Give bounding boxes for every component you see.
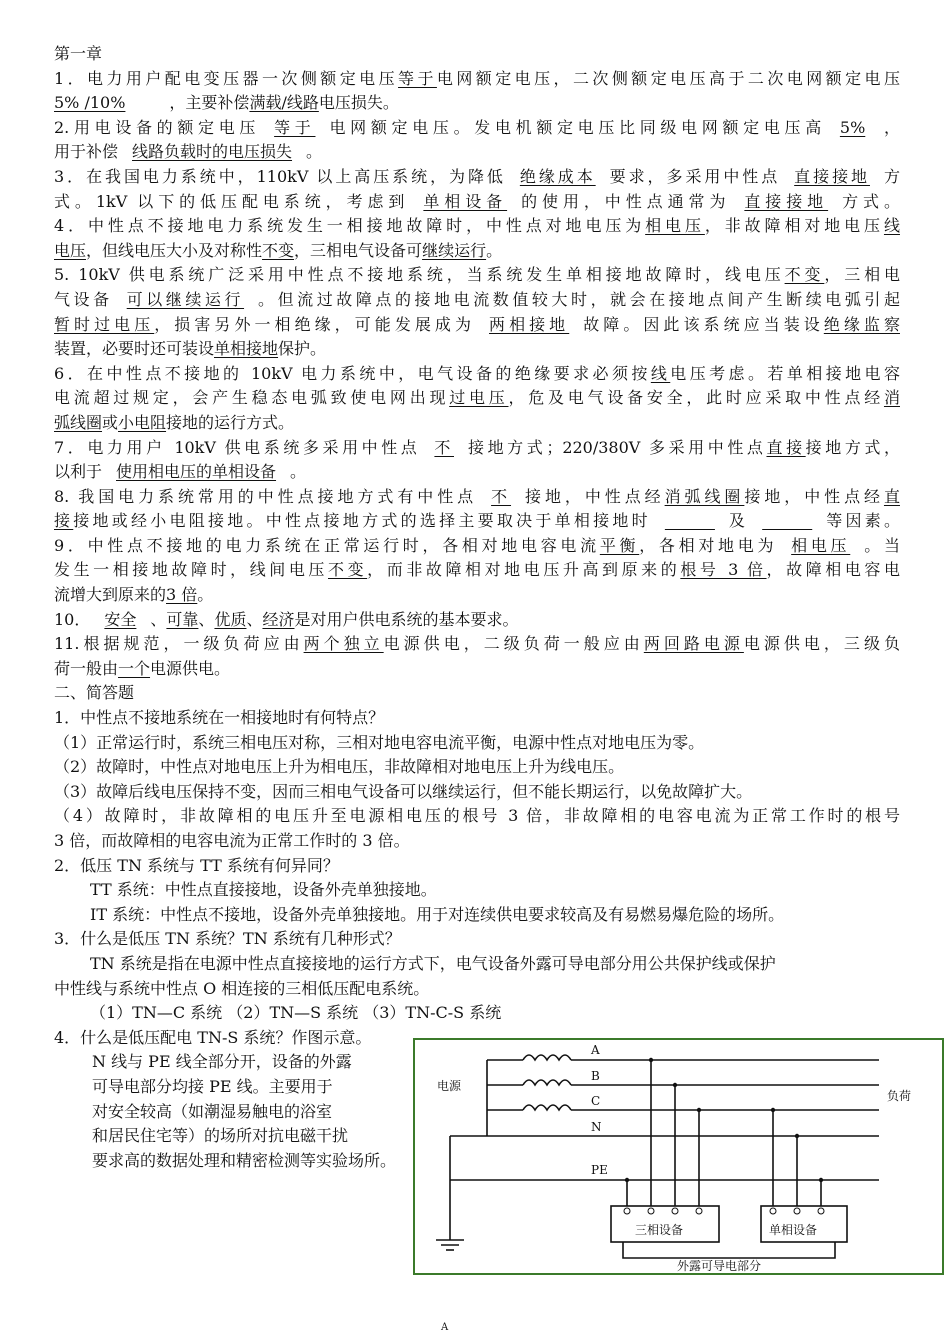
question-2-line-2 [54, 140, 900, 165]
sq3-answer-line-1: TN 系统是指在电源中性点直接接地的运行方式下，电气设备外露可导电部分用公共保护线或保护 [90, 953, 776, 973]
question-5-line-1 [54, 263, 900, 288]
line-label-c: C [591, 1094, 601, 1108]
text-segment: 流增大到原来的 [54, 585, 167, 605]
text-segment: 接地方式， [805, 437, 900, 457]
sq4-answer-line-1: N 线与 PE 线全部分开，设备的外露 [92, 1052, 352, 1072]
text-segment: 等因素。 [826, 511, 900, 531]
three-phase-equipment-label: 三相设备 [635, 1223, 684, 1237]
sq2-question: 2．低压 TN 系统与 TT 系统有何异同？ [54, 855, 339, 875]
question-2-line-1 [54, 116, 900, 141]
line-label-pe: PE [591, 1163, 608, 1177]
text-segment: ，各相对地电为 [639, 535, 778, 555]
coil-b [523, 1080, 571, 1085]
question-10-line-1 [54, 608, 900, 633]
text-segment: 接地或经小电阻接地。中性点接地方式的选择主要取决于单相接地时 [73, 511, 651, 531]
answer-blank: 一个 [118, 658, 151, 678]
answer-blank: 线路负载时的电压损失 [132, 142, 293, 162]
question-5-line-3 [54, 313, 900, 338]
text-segment: 荷一般由 [54, 658, 119, 678]
text-segment: 接地，中性点经 [744, 486, 884, 506]
source-label: 电源 [437, 1079, 462, 1093]
line-label-n: N [591, 1120, 602, 1134]
answer-blank: 不 [434, 437, 454, 457]
answer-blank: 平衡 [599, 535, 640, 555]
text-segment: ，而非故障相对地电压升高到原来的 [367, 560, 681, 580]
text-segment: 2.用电设备的额定电压 [54, 117, 261, 137]
text-segment: 以利于 [54, 462, 103, 482]
junction-c-2 [771, 1108, 775, 1112]
section-2-title: 二、简答题 [54, 683, 135, 703]
question-9-line-2 [54, 558, 900, 583]
sq1-point-3: （3）故障后线电压保持不变，因而三相电气设备可以继续运行，但不能长期运行，以免故障扩大。 [54, 781, 753, 801]
answer-blank: 绝缘监察 [823, 314, 900, 334]
coil-c [523, 1105, 571, 1110]
text-segment: ，但线电压大小及对称性 [86, 240, 263, 260]
junction-n [795, 1134, 799, 1138]
answer-blank: 相电压 [791, 535, 851, 555]
answer-blank: 线 [650, 363, 671, 383]
text-segment: 。 [197, 585, 214, 605]
sq1-point-4-cont: 3 倍，而故障相的电容电流为正常工作时的 3 倍。 [54, 831, 410, 850]
question-4-line-1 [54, 214, 900, 239]
text-segment: 11.根据规范，一级负荷应由 [54, 634, 304, 654]
answer-blank: 等于 [274, 117, 316, 137]
page-number: A [441, 1322, 449, 1333]
answer-blank: 直 [883, 486, 900, 506]
answer-blank: 3 倍 [166, 585, 198, 605]
answer-blank: 不变 [262, 240, 295, 260]
text-segment: 。 [486, 240, 503, 260]
text-segment: 。 [290, 462, 307, 482]
text-segment: 用于补偿 [54, 142, 119, 162]
text-segment: 电压考虑。若单相接地电容 [670, 363, 900, 383]
answer-blank: 弧线圈 [54, 412, 103, 432]
text-segment: 及 [728, 511, 749, 531]
text-segment: ，故障相电容电 [766, 560, 900, 580]
text-segment: ，三相电 [824, 265, 900, 285]
text-segment: 式。1kV 以下的低压配电系统，考虑到 [54, 191, 410, 211]
question-3-line-2 [54, 190, 900, 215]
question-3-line-1 [54, 165, 900, 190]
text-segment: 9．中性点不接地的电力系统在正常运行时，各相对地电容电流 [54, 535, 600, 555]
text-segment: 8. 我国电力系统常用的中性点接地方式有中性点 [54, 486, 478, 506]
answer-blank: 绝缘成本 [519, 166, 596, 186]
sq3-answer-line-2: 中性线与系统中性点 O 相连接的三相低压配电系统。 [54, 978, 430, 998]
exposed-part-bracket [623, 1242, 835, 1258]
question-7-line-1 [54, 436, 900, 461]
answer-blank: 5% /10% [54, 93, 126, 113]
sq4-question: 4．什么是低压配电 TN-S 系统？作图示意。 [54, 1027, 372, 1047]
text-segment: 1．电力用户配电变压器一次侧额定电压 [54, 68, 399, 88]
sq3-forms: （1）TN—C 系统 （2）TN—S 系统 （3）TN-C-S 系统 [90, 1003, 502, 1023]
answer-blank: 等于 [398, 68, 437, 88]
text-segment: ，损害另外一相绝缘，可能发展成为 [154, 314, 476, 334]
answer-blank: 线 [883, 216, 900, 236]
terminal [818, 1208, 824, 1214]
tn-s-diagram [413, 1038, 944, 1275]
question-6-line-1 [54, 362, 900, 387]
text-segment: 电网额定电压，二次侧额定电压高于二次电网额定电压 [436, 68, 900, 88]
answer-blank: 单相设备 [423, 191, 508, 211]
text-segment: 接地，中性点经 [525, 486, 665, 506]
load-label: 负荷 [887, 1089, 912, 1103]
question-1-line-2 [54, 91, 900, 116]
answer-blank [651, 511, 729, 530]
text-segment: 电源供电，二级负荷一般应由 [383, 634, 644, 654]
answer-blank: 经济 [262, 609, 295, 629]
text-segment: ，非故障相对地电压 [704, 216, 884, 236]
answer-blank: 安全 [104, 609, 137, 629]
answer-blank: 可靠 [166, 609, 199, 629]
short-question-2 [54, 854, 900, 928]
line-label-a: A [591, 1043, 600, 1057]
text-segment: 故障。因此该系统应当装设 [583, 314, 824, 334]
text-segment: 是对用户供电系统的基本要求。 [294, 609, 519, 629]
answer-blank: 两个独立 [303, 634, 384, 654]
question-4-line-2 [54, 239, 900, 264]
text-segment: 方式。 [842, 191, 900, 211]
terminal [624, 1208, 630, 1214]
terminal [648, 1208, 654, 1214]
text-segment: ，危及电气设备安全，此时应采取中性点经 [508, 388, 884, 408]
text-segment: 。 [306, 142, 323, 162]
tn-s-diagram-svg [415, 1040, 942, 1273]
junction-a [649, 1058, 653, 1062]
text-segment: 电网额定电压。发电机额定电压比同级电网额定电压高 [329, 117, 826, 137]
answer-blank: 消弧线圈 [664, 486, 745, 506]
answer-blank: 不 [491, 486, 512, 506]
text-segment: 5. 10kV 供电系统广泛采用中性点不接地系统，当系统发生单相接地故障时，线电压 [54, 265, 785, 285]
question-5-line-2 [54, 288, 900, 313]
short-question-3 [54, 927, 900, 1025]
text-segment: 或 [102, 412, 119, 432]
sq4-answer-line-3: 对安全较高（如潮湿易触电的浴室 [92, 1101, 333, 1121]
text-segment: 。当 [864, 535, 900, 555]
text-segment: 电压损失。 [318, 93, 399, 113]
sq1-question: 1．中性点不接地系统在一相接地时有何特点？ [54, 708, 385, 728]
text-segment: 、 [150, 609, 167, 629]
text-segment: 装置，必要时还可装设 [54, 339, 215, 359]
text-segment: 要求，多采用中性点 [609, 166, 781, 186]
answer-blank: 两相接地 [489, 314, 570, 334]
answer-blank: 过电压 [449, 388, 509, 408]
short-question-1 [54, 706, 900, 854]
answer-blank: 使用相电压的单相设备 [116, 462, 277, 482]
junction-pe [625, 1178, 629, 1182]
question-11-line-1 [54, 632, 900, 657]
answer-blank: 消 [883, 388, 900, 408]
text-segment: 发生一相接地故障时，线间电压 [54, 560, 329, 580]
question-9-line-1 [54, 534, 900, 559]
document-body [54, 42, 900, 1173]
answer-blank: 不变 [784, 265, 825, 285]
answer-blank: 可以继续运行 [126, 289, 245, 309]
text-segment: 10． [54, 609, 91, 629]
question-6-line-2 [54, 386, 900, 411]
text-segment: 3．在我国电力系统中，110kV 以上高压系统，为降低 [54, 166, 506, 186]
text-segment: 方 [883, 166, 900, 186]
text-segment: 、 [198, 609, 215, 629]
junction-pe-2 [819, 1178, 823, 1182]
answer-blank: 电压 [54, 240, 87, 260]
question-6-line-3 [54, 411, 900, 436]
text-segment: ， [879, 117, 900, 137]
answer-blank: 直接 [766, 437, 806, 457]
answer-blank: 相电压 [645, 216, 705, 236]
answer-blank: 直接接地 [744, 191, 829, 211]
answer-blank: 继续运行 [422, 240, 487, 260]
question-1-line-1 [54, 67, 900, 92]
question-5-line-4 [54, 337, 900, 362]
text-segment: 电源供电，三级负 [743, 634, 900, 654]
text-segment: ，三相电气设备可 [294, 240, 423, 260]
terminal [696, 1208, 702, 1214]
question-8-line-2 [54, 509, 900, 534]
text-segment: 电源供电。 [150, 658, 231, 678]
text-segment: 6．在中性点不接地的 10kV 电力系统中，电气设备的绝缘要求必须按 [54, 363, 651, 383]
sq3-question: 3．什么是低压 TN 系统？TN 系统有几种形式？ [54, 929, 401, 949]
answer-blank: 单相接地 [214, 339, 279, 359]
answer-blank [748, 511, 826, 530]
terminal [770, 1208, 776, 1214]
text-segment: 。但流过故障点的接地电流数值较大时，就会在接地点间产生断续电弧引起 [258, 289, 900, 309]
question-9-line-3 [54, 583, 900, 608]
sq4-answer-line-5: 要求高的数据处理和精密检测等实验场所。 [92, 1150, 397, 1170]
text-segment: 电流超过规定，会产生稳态电弧致使电网出现 [54, 388, 450, 408]
question-8-line-1 [54, 485, 900, 510]
text-segment: 4．中性点不接地电力系统发生一相接地故障时，中性点对地电压为 [54, 216, 646, 236]
text-segment: 气设备 [54, 289, 113, 309]
text-segment: 7．电力用户 10kV 供电系统多采用中性点 [54, 437, 421, 457]
answer-blank: 满载/线路 [249, 93, 319, 113]
sq1-point-1: （1）正常运行时，系统三相电压对称，三相对地电容电流平衡，电源中性点对地电压为零。 [54, 732, 705, 752]
question-7-line-2 [54, 460, 900, 485]
junction-b [673, 1083, 677, 1087]
answer-blank: 两回路电源 [643, 634, 744, 654]
text-segment: 接地的运行方式。 [166, 412, 295, 432]
answer-blank: 暂时过电压 [54, 314, 155, 334]
answer-blank: 直接接地 [794, 166, 870, 186]
text-segment: 的使用，中性点通常为 [521, 191, 731, 211]
answer-blank: 接 [54, 511, 74, 531]
sq1-point-4: （4）故障时，非故障相的电压升至电源相电压的根号 3 倍，非故障相的电容电流为正常工作时的根号 [54, 806, 900, 826]
question-11-line-2 [54, 657, 900, 682]
answer-blank: 根号 3 倍 [680, 560, 767, 580]
answer-blank: 不变 [328, 560, 368, 580]
text-segment: 保护。 [278, 339, 327, 359]
sq4-answer-line-4: 和居民住宅等）的场所对抗电磁干扰 [92, 1126, 349, 1146]
sq1-point-2: （2）故障时，中性点对地电压上升为相电压，非故障相对地电压上升为线电压。 [54, 757, 625, 777]
text-segment: ，主要补偿 [169, 93, 250, 113]
chapter-title: 第一章 [54, 44, 103, 63]
line-label-b: B [591, 1069, 600, 1083]
terminal [672, 1208, 678, 1214]
text-segment: 接地方式；220/380V 多采用中性点 [468, 437, 767, 457]
text-segment: 、 [246, 609, 263, 629]
answer-blank: 小电阻 [118, 412, 167, 432]
terminal [794, 1208, 800, 1214]
exposed-part-label: 外露可导电部分 [677, 1259, 762, 1273]
sq2-tt-answer: TT 系统：中性点直接接地，设备外壳单独接地。 [90, 880, 437, 900]
fill-questions [54, 67, 900, 682]
answer-blank: 优质 [214, 609, 247, 629]
coil-a [523, 1055, 571, 1060]
sq4-answer-line-2: 可导电部分均接 PE 线。主要用于 [92, 1076, 333, 1096]
junction-c [697, 1108, 701, 1112]
answer-blank: 5% [839, 117, 866, 137]
single-phase-equipment-label: 单相设备 [769, 1223, 818, 1237]
sq2-it-answer: IT 系统：中性点不接地，设备外壳单独接地。用于对连续供电要求较高及有易燃易爆危险的场所。 [90, 904, 785, 924]
